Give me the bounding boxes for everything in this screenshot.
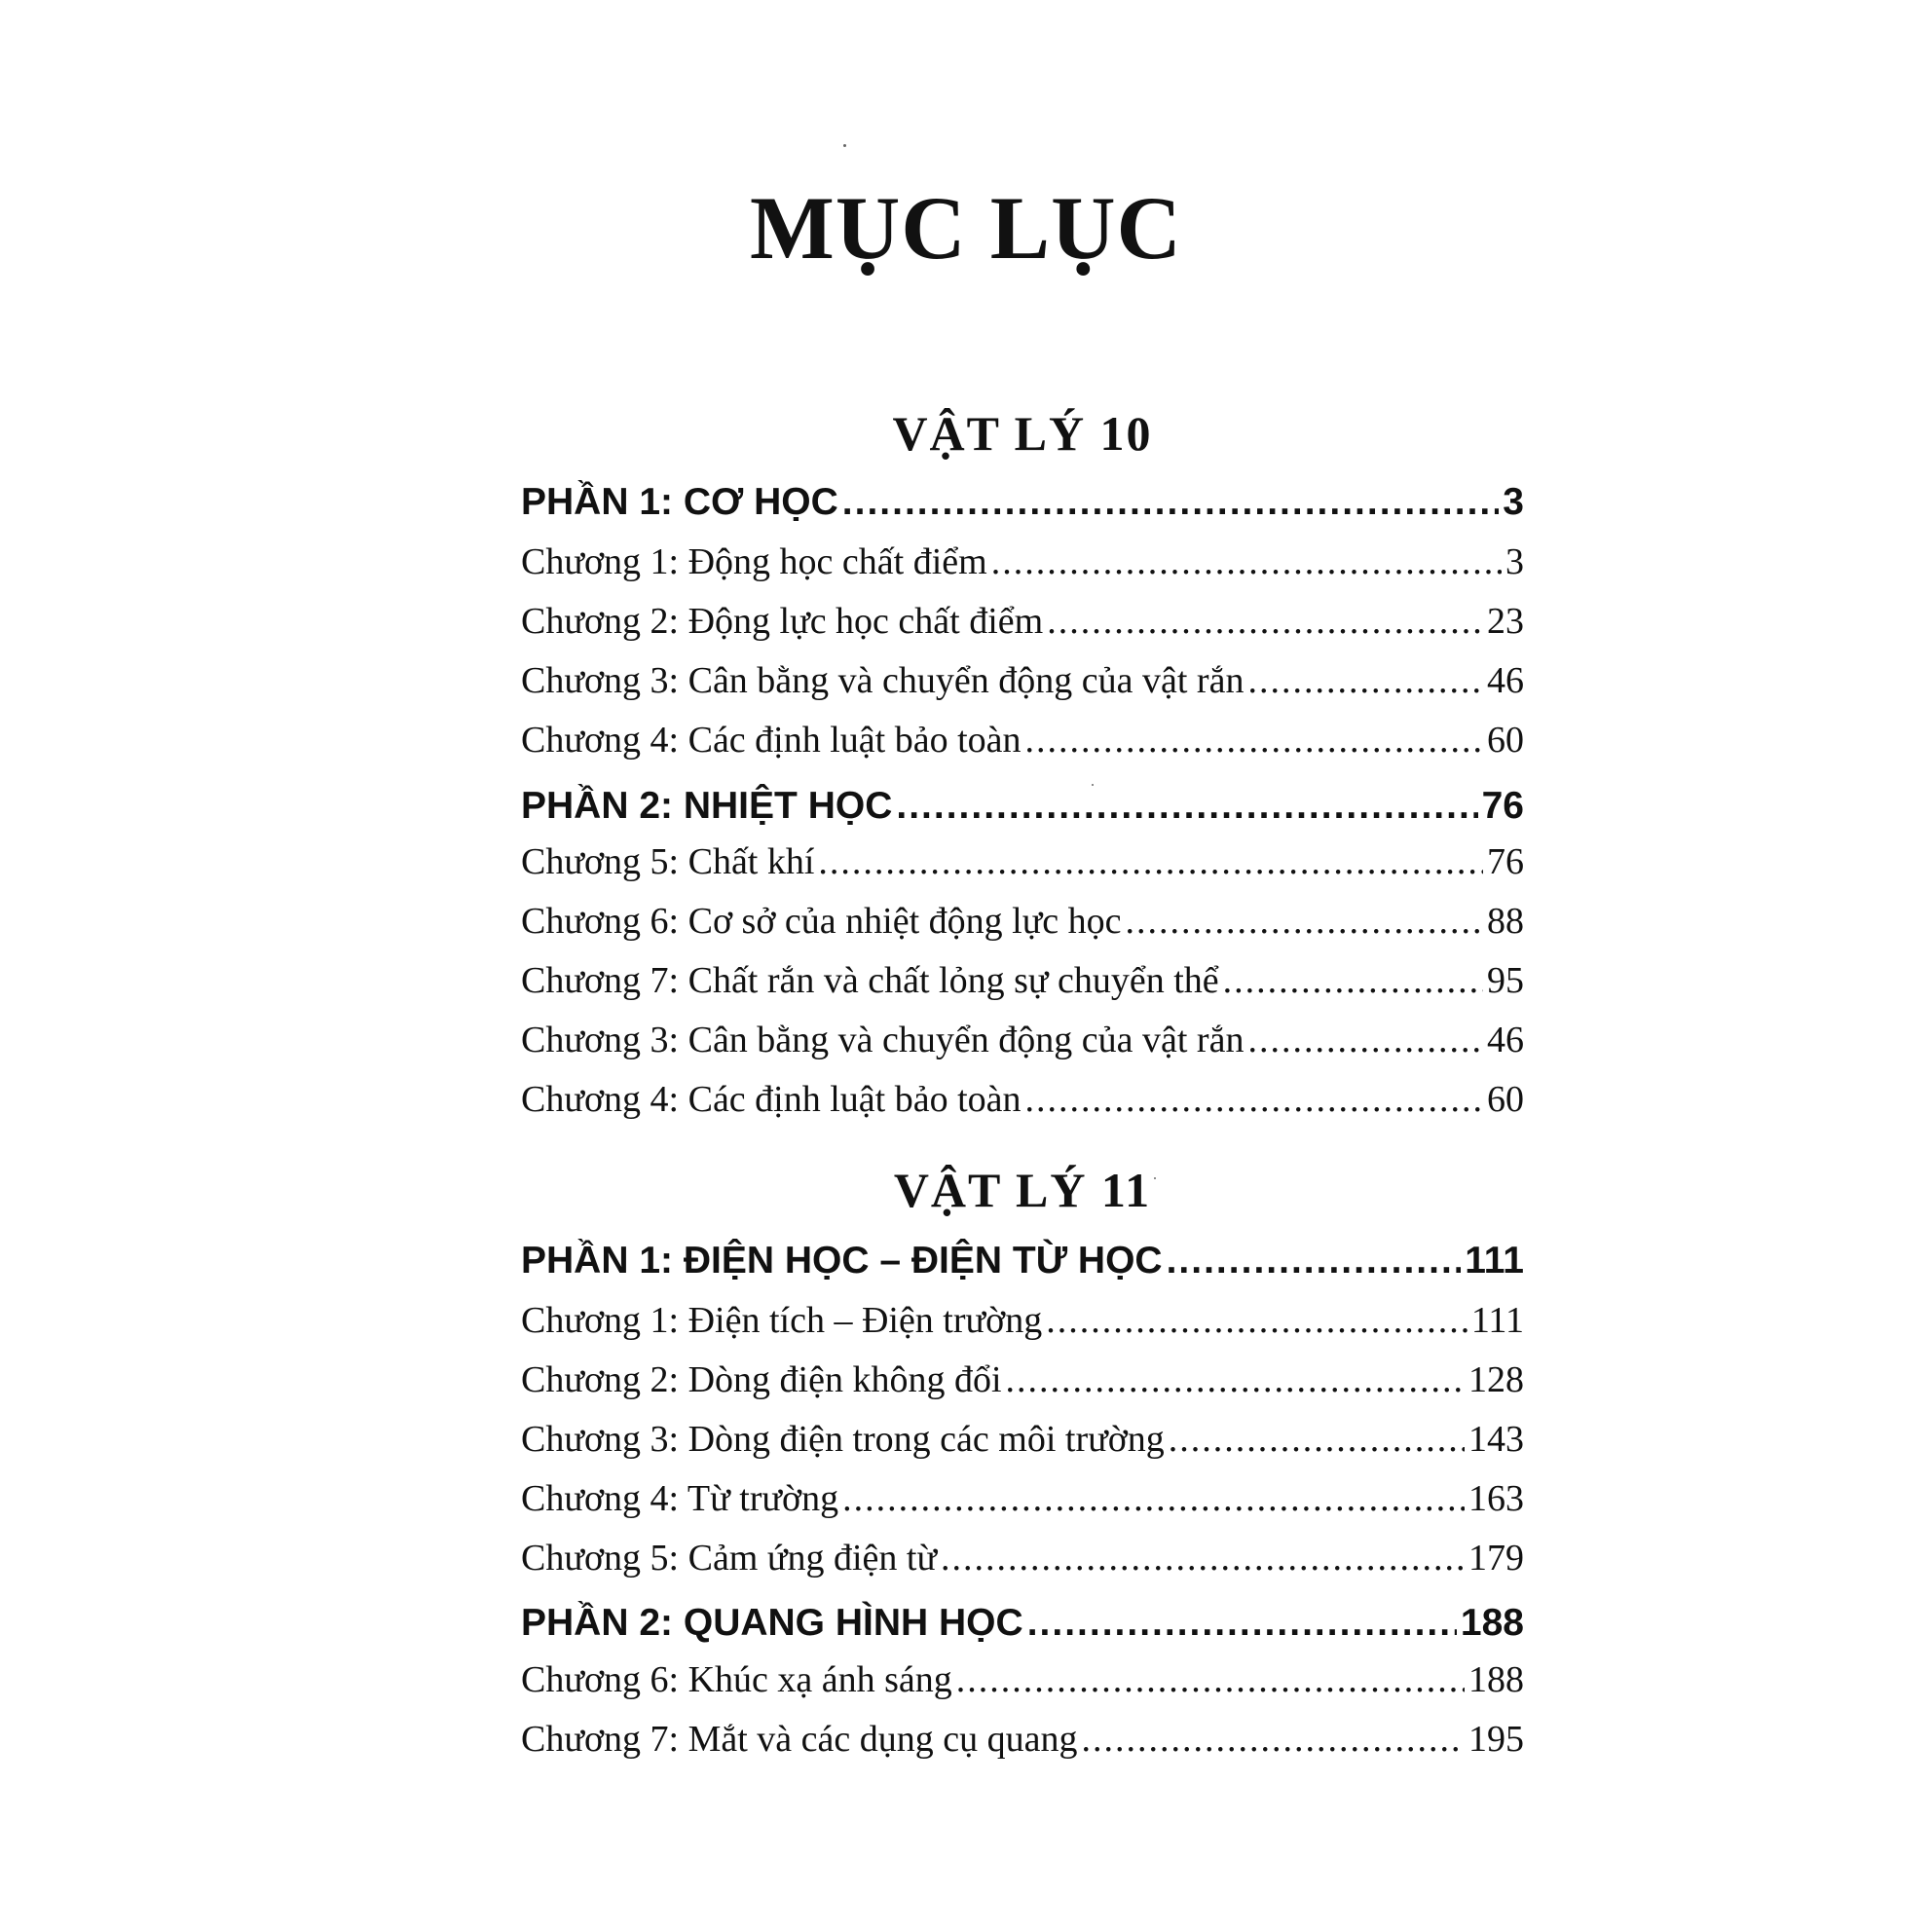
dot-leader bbox=[1027, 1604, 1457, 1642]
chapter-label: Chương 3: Cân bằng và chuyển động của vật rắn bbox=[521, 660, 1245, 701]
page-number: 163 bbox=[1468, 1478, 1524, 1519]
chapter-label: Chương 6: Cơ sở của nhiệt động lực học bbox=[521, 901, 1122, 942]
toc-chapter-row[interactable] bbox=[521, 722, 1524, 759]
chapter-label: Chương 1: Động học chất điểm bbox=[521, 541, 987, 582]
page-number: 188 bbox=[1460, 1602, 1524, 1644]
dot-leader bbox=[1025, 1081, 1483, 1118]
part-label: PHẦN 2: QUANG HÌNH HỌC bbox=[521, 1602, 1023, 1644]
dot-leader bbox=[818, 843, 1483, 880]
dot-leader bbox=[1126, 903, 1483, 940]
page-title: MỤC LỤC bbox=[750, 178, 1182, 278]
dot-leader bbox=[941, 1540, 1465, 1577]
dot-leader bbox=[1046, 1302, 1468, 1339]
page-number: 88 bbox=[1487, 901, 1524, 942]
toc-part-row[interactable] bbox=[521, 787, 1524, 825]
chapter-label: Chương 1: Điện tích – Điện trường bbox=[521, 1300, 1043, 1341]
page-number: 179 bbox=[1468, 1538, 1524, 1579]
page-number: 143 bbox=[1468, 1419, 1524, 1460]
chapter-label: Chương 4: Từ trường bbox=[521, 1478, 839, 1519]
toc-chapter-row[interactable] bbox=[521, 543, 1524, 580]
chapter-label: Chương 7: Chất rắn và chất lỏng sự chuyển thể bbox=[521, 960, 1219, 1001]
toc-chapter-row[interactable] bbox=[521, 1721, 1524, 1758]
part-label: PHẦN 1: CƠ HỌC bbox=[521, 481, 838, 523]
part-label: PHẦN 1: ĐIỆN HỌC – ĐIỆN TỪ HỌC bbox=[521, 1240, 1163, 1282]
chapter-label: Chương 3: Dòng điện trong các môi trường bbox=[521, 1419, 1165, 1460]
scan-speck bbox=[843, 144, 846, 147]
toc-part-row[interactable] bbox=[521, 1242, 1524, 1280]
page-number: 195 bbox=[1468, 1719, 1524, 1760]
toc-part-row[interactable] bbox=[521, 1604, 1524, 1642]
dot-leader bbox=[1025, 722, 1483, 759]
dot-leader bbox=[1247, 662, 1483, 699]
dot-leader bbox=[1167, 1242, 1462, 1280]
book-title-vat-ly-11: VẬT LÝ 11 bbox=[893, 1163, 1152, 1217]
page-number: 76 bbox=[1487, 841, 1524, 882]
page-number: 3 bbox=[1505, 541, 1524, 582]
page-number: 23 bbox=[1487, 601, 1524, 642]
page-number: 46 bbox=[1487, 1020, 1524, 1060]
dot-leader bbox=[1047, 603, 1483, 640]
toc-chapter-row[interactable] bbox=[521, 1081, 1524, 1118]
dot-leader bbox=[991, 543, 1502, 580]
scan-speck bbox=[1092, 784, 1094, 786]
page-number: 76 bbox=[1481, 785, 1524, 827]
dot-leader bbox=[842, 1480, 1465, 1517]
chapter-label: Chương 5: Cảm ứng điện từ bbox=[521, 1538, 938, 1579]
toc-chapter-row[interactable] bbox=[521, 1661, 1524, 1698]
dot-leader bbox=[1247, 1022, 1483, 1059]
toc-chapter-row[interactable] bbox=[521, 843, 1524, 880]
page-number: 46 bbox=[1487, 660, 1524, 701]
page-number: 111 bbox=[1470, 1300, 1524, 1341]
book-title-vat-ly-10: VẬT LÝ 10 bbox=[892, 406, 1153, 461]
dot-leader bbox=[1006, 1361, 1465, 1398]
page-number: 188 bbox=[1468, 1659, 1524, 1700]
chapter-label: Chương 4: Các định luật bảo toàn bbox=[521, 1079, 1022, 1120]
dot-leader bbox=[1223, 962, 1483, 999]
chapter-label: Chương 7: Mắt và các dụng cụ quang bbox=[521, 1719, 1078, 1760]
page-number: 111 bbox=[1465, 1240, 1524, 1282]
toc-chapter-row[interactable] bbox=[521, 1361, 1524, 1398]
dot-leader bbox=[896, 787, 1477, 825]
page-number: 3 bbox=[1503, 481, 1524, 523]
chapter-label: Chương 2: Dòng điện không đổi bbox=[521, 1359, 1002, 1400]
page-number: 60 bbox=[1487, 720, 1524, 761]
page-number: 60 bbox=[1487, 1079, 1524, 1120]
toc-chapter-row[interactable] bbox=[521, 1480, 1524, 1517]
toc-chapter-row[interactable] bbox=[521, 1540, 1524, 1577]
toc-chapter-row[interactable] bbox=[521, 603, 1524, 640]
chapter-label: Chương 4: Các định luật bảo toàn bbox=[521, 720, 1022, 761]
part-label: PHẦN 2: NHIỆT HỌC bbox=[521, 785, 893, 827]
toc-chapter-row[interactable] bbox=[521, 962, 1524, 999]
chapter-label: Chương 6: Khúc xạ ánh sáng bbox=[521, 1659, 952, 1700]
dot-leader bbox=[1082, 1721, 1465, 1758]
toc-chapter-row[interactable] bbox=[521, 1421, 1524, 1458]
dot-leader bbox=[1169, 1421, 1465, 1458]
dot-leader bbox=[956, 1661, 1465, 1698]
toc-chapter-row[interactable] bbox=[521, 1022, 1524, 1059]
chapter-label: Chương 2: Động lực học chất điểm bbox=[521, 601, 1044, 642]
toc-chapter-row[interactable] bbox=[521, 662, 1524, 699]
page-number: 128 bbox=[1468, 1359, 1524, 1400]
toc-chapter-row[interactable] bbox=[521, 903, 1524, 940]
dot-leader bbox=[842, 483, 1500, 521]
page-number: 95 bbox=[1487, 960, 1524, 1001]
chapter-label: Chương 5: Chất khí bbox=[521, 841, 815, 882]
chapter-label: Chương 3: Cân bằng và chuyển động của vật rắn bbox=[521, 1020, 1245, 1060]
toc-chapter-row[interactable] bbox=[521, 1302, 1524, 1339]
toc-part-row[interactable] bbox=[521, 483, 1524, 521]
